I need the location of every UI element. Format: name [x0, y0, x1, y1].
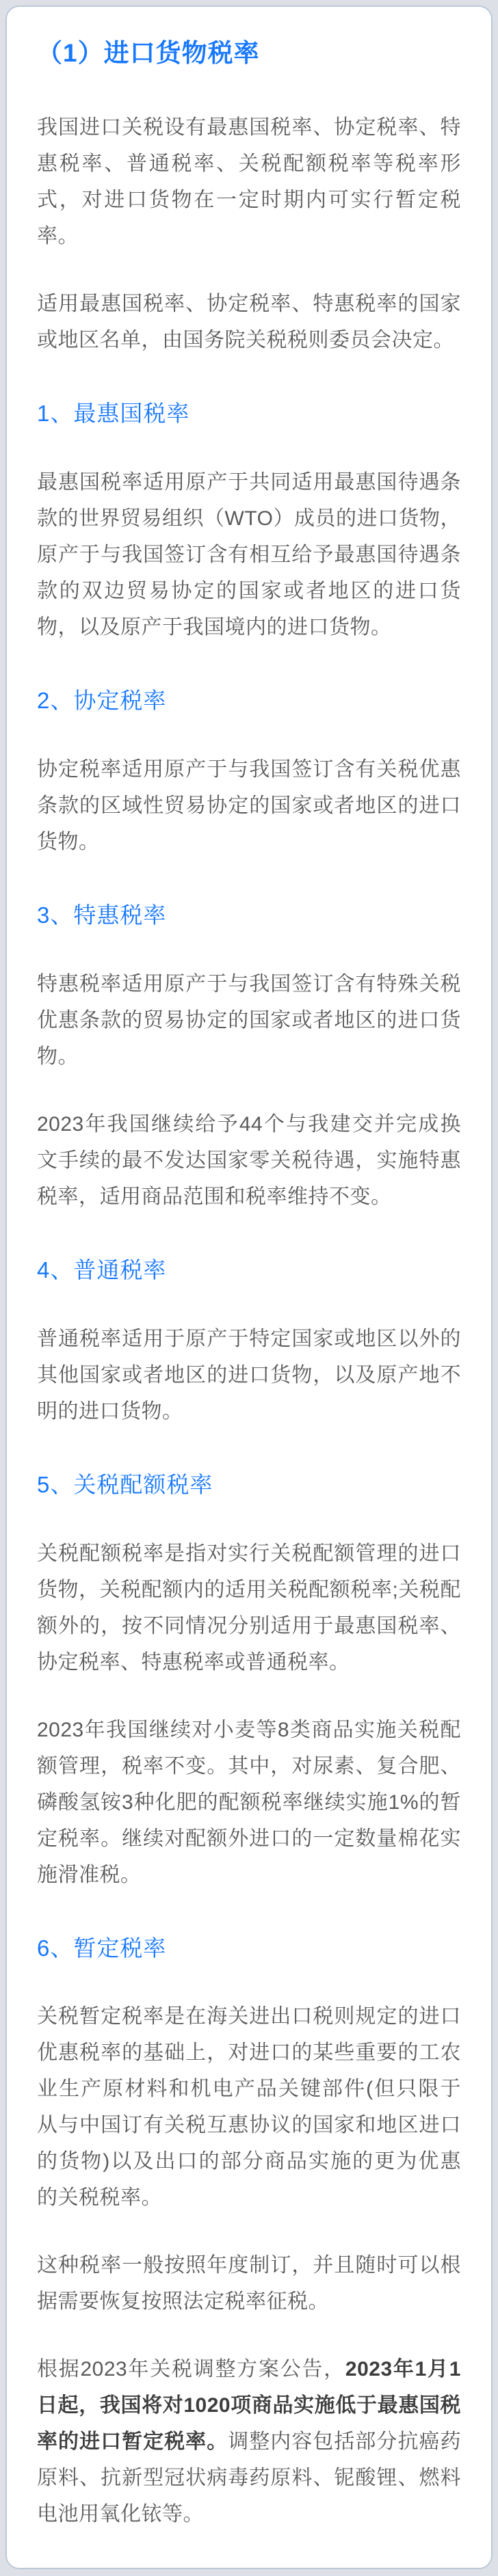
- article-title: （1）进口货物税率: [37, 39, 260, 67]
- section-heading-provisional-rate: 6、暂定税率: [37, 1935, 167, 1961]
- paragraph-provisional-desc: 关税暂定税率是在海关进出口税则规定的进口优惠税率的基础上，对进口的某些重要的工农业生产原材料和机电产品关键部件(但只限于从与中国订有关税互惠协议的国家和地区进口的货物)以及出口的部分商品实施的更为优惠的关税税率。: [37, 2005, 461, 2210]
- article-card: [5, 5, 493, 2569]
- paragraph-annual-note: 这种税率一般按照年度制订，并且随时可以根据需要恢复按照法定税率征税。: [37, 2254, 461, 2313]
- paragraph-intro: 我国进口关税设有最惠国税率、协定税率、特惠税率、普通税率、关税配额税率等税率形式，对进口货物在一定时期内可实行暂定税率。: [37, 116, 461, 248]
- text-run-suffix: 调整内容包括部分抗癌药原料、抗新型冠状病毒药原料、铌酸锂、燃料电池用氧化铱等。: [37, 2430, 462, 2526]
- paragraph-list-decision: 适用最惠国税率、协定税率、特惠税率的国家或地区名单，由国务院关税税则委员会决定。: [37, 293, 461, 352]
- section-heading-quota-rate: 5、关税配额税率: [37, 1471, 213, 1497]
- section-heading-mfn-rate: 1、最惠国税率: [37, 401, 190, 427]
- section-heading-preferential-rate: 3、特惠税率: [37, 902, 167, 928]
- paragraph-mfn-desc: 最惠国税率适用原产于共同适用最惠国待遇条款的世界贸易组织（WTO）成员的进口货物，原产于与我国签订含有相互给予最惠国待遇条款的双边贸易协定的国家或者地区的进口货物，以及原产于我国境内的进口货物。: [37, 470, 461, 639]
- section-heading-agreement-rate: 2、协定税率: [37, 687, 167, 713]
- paragraph-quota-2023: 2023年我国继续对小麦等8类商品实施关税配额管理，税率不变。其中，对尿素、复合肥、磷酸氢铵3种化肥的配额税率继续实施1%的暂定税率。继续对配额外进口的一定数量棉花实施滑准税。: [37, 1718, 461, 1886]
- paragraph-quota-desc: 关税配额税率是指对实行关税配额管理的进口货物，关税配额内的适用关税配额税率;关税配额外的，按不同情况分别适用于最惠国税率、协定税率、特惠税率或普通税率。: [37, 1542, 461, 1674]
- paragraph-preferential-desc: 特惠税率适用原产于与我国签订含有特殊关税优惠条款的贸易协定的国家或者地区的进口货物。: [37, 972, 461, 1068]
- paragraph-2023-adjustment: [37, 2351, 461, 2532]
- paragraph-general-desc: 普通税率适用于原产于特定国家或地区以外的其他国家或者地区的进口货物，以及原产地不明的进口货物。: [37, 1327, 461, 1423]
- section-heading-general-rate: 4、普通税率: [37, 1257, 167, 1283]
- paragraph-ldc-2023: 2023年我国继续给予44个与我建交并完成换文手续的最不发达国家零关税待遇，实施特惠税率，适用商品范围和税率维持不变。: [37, 1112, 461, 1208]
- bold-text-run: 2023年1月1日起，我国将对1020项商品实施低于最惠国税率的进口暂定税率。: [37, 2358, 461, 2454]
- text-run-prefix: 根据2023年关税调整方案公告，: [37, 2358, 345, 2381]
- paragraph-agreement-desc: 协定税率适用原产于与我国签订含有关税优惠条款的区域性贸易协定的国家或者地区的进口货物。: [37, 757, 461, 853]
